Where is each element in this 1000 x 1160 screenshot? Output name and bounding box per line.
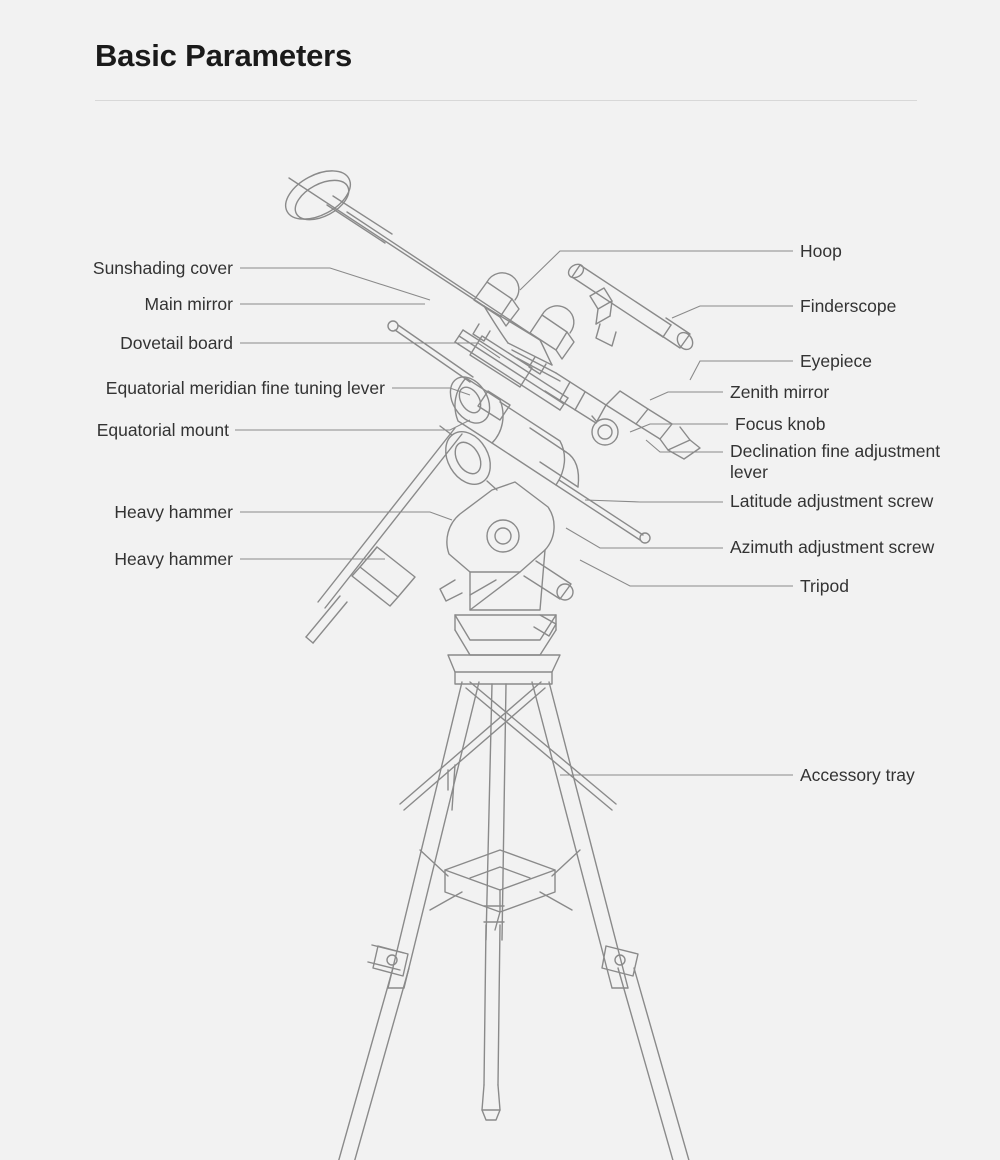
equatorial-mount xyxy=(306,321,650,643)
label-accessory-tray: Accessory tray xyxy=(800,765,915,785)
label-main-mirror: Main mirror xyxy=(144,294,233,314)
mount-base xyxy=(440,482,573,655)
label-equatorial-meridian-fine-tuning-lever: Equatorial meridian fine tuning lever xyxy=(105,378,385,398)
label-azimuth-adjustment-screw: Azimuth adjustment screw xyxy=(730,537,935,557)
label-tripod: Tripod xyxy=(800,576,849,596)
label-heavy-hammer-lower: Heavy hammer xyxy=(114,549,233,569)
title-divider xyxy=(95,100,917,101)
label-sunshading-cover: Sunshading cover xyxy=(92,258,233,278)
zenith-mirror-eyepiece xyxy=(592,391,700,459)
finderscope xyxy=(566,262,696,353)
label-declination-fine-adjustment-lever: Declination fine adjustment lever xyxy=(730,441,941,482)
tripod xyxy=(308,655,718,1160)
label-dovetail-board: Dovetail board xyxy=(120,333,233,353)
label-focus-knob: Focus knob xyxy=(735,414,826,434)
label-equatorial-mount: Equatorial mount xyxy=(96,420,229,440)
label-zenith-mirror: Zenith mirror xyxy=(730,382,830,402)
label-heavy-hammer-upper: Heavy hammer xyxy=(114,502,233,522)
label-hoop: Hoop xyxy=(800,241,842,261)
tube-rings xyxy=(473,273,574,374)
label-latitude-adjustment-screw: Latitude adjustment screw xyxy=(730,491,934,511)
label-finderscope: Finderscope xyxy=(800,296,897,316)
label-eyepiece: Eyepiece xyxy=(800,351,872,371)
page-title: Basic Parameters xyxy=(95,38,353,73)
